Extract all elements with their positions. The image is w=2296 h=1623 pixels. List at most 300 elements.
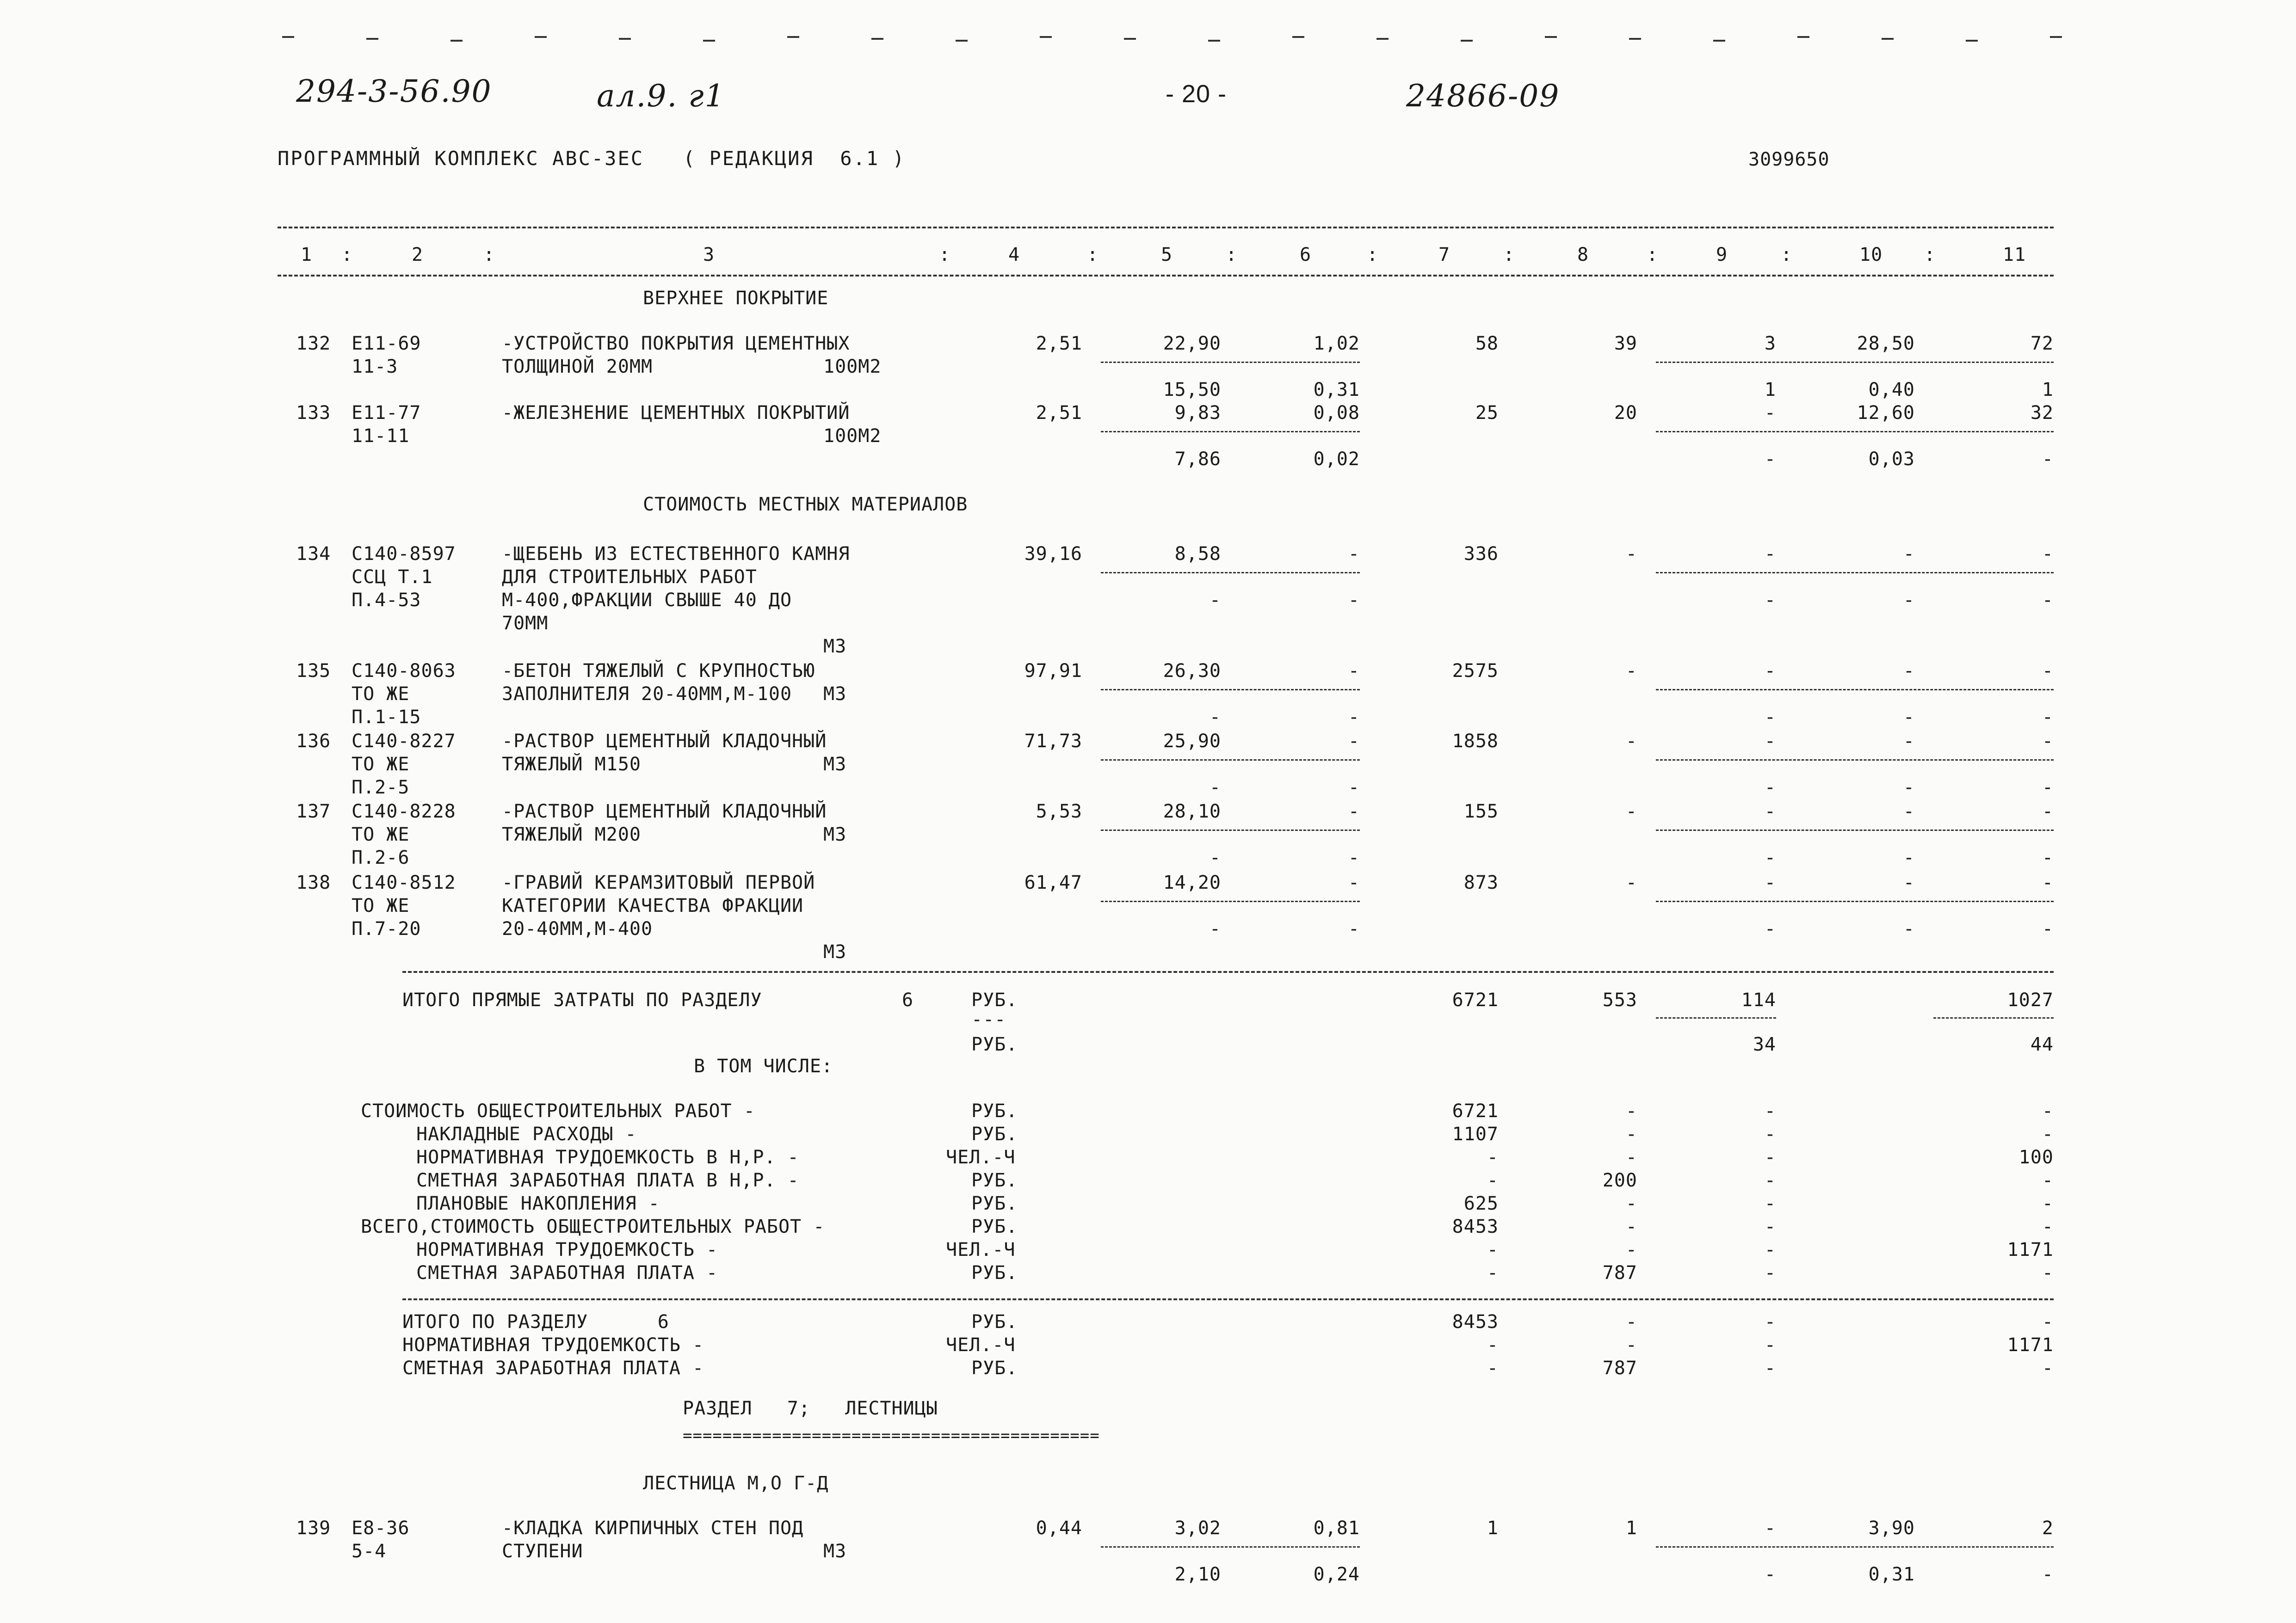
- summary-label: НОРМАТИВНАЯ ТРУДОЕМКОСТЬ В Н,Р. -: [416, 1147, 799, 1168]
- summary-unit: РУБ.: [971, 1262, 1018, 1284]
- cell-col11-sub: -: [2042, 777, 2054, 798]
- document-code: 3099650: [1748, 149, 1830, 170]
- handwritten-doc-number: 294-3-56.90: [296, 74, 492, 109]
- header-rule-bottom: [278, 275, 2054, 277]
- row-subcode-2: П.4-53: [352, 590, 421, 611]
- section-local-materials: СТОИМОСТЬ МЕСТНЫХ МАТЕРИАЛОВ: [643, 494, 968, 515]
- column-separator: :: [1781, 244, 1793, 265]
- row-unit: М3: [823, 824, 847, 845]
- summary-unit: РУБ.: [971, 1193, 1018, 1214]
- cell-col9: -: [1764, 1518, 1776, 1539]
- section-total-unit: РУБ.: [971, 1358, 1018, 1379]
- cell-col4: 2,51: [1036, 333, 1082, 354]
- sub-rule-col9-11: [1656, 362, 2054, 363]
- column-separator: :: [1226, 244, 1238, 265]
- summary-c7: 8453: [1452, 1216, 1499, 1237]
- header-tick-mark: [366, 38, 378, 40]
- direct-costs-dash: ---: [971, 1009, 1006, 1030]
- row-subcode-2: П.1-15: [352, 707, 421, 728]
- direct-sub-rule-c11: [1933, 1017, 2054, 1019]
- cell-col6: -: [1348, 660, 1360, 682]
- cell-col8: 20: [1614, 402, 1637, 424]
- row-code: Е11-69: [352, 333, 421, 354]
- row-description: -УСТРОЙСТВО ПОКРЫТИЯ ЦЕМЕНТНЫХ: [502, 333, 850, 354]
- summary-c7: 1107: [1452, 1124, 1499, 1145]
- section-total-label: ИТОГО ПО РАЗДЕЛУ 6: [402, 1311, 669, 1333]
- sub-rule-col5-6: [1101, 362, 1360, 363]
- direct-c7: 6721: [1452, 990, 1499, 1011]
- header-tick-mark: [871, 38, 883, 40]
- cell-col11: -: [2042, 543, 2054, 565]
- row-number: 133: [296, 402, 331, 424]
- section-total-c11: 1171: [2007, 1334, 2054, 1356]
- row-subcode: 5-4: [352, 1541, 387, 1562]
- cell-col6: -: [1348, 872, 1360, 893]
- header-tick-mark: [1292, 36, 1304, 38]
- row-subcode-2: П.2-5: [352, 777, 410, 798]
- header-tick-mark: [1629, 38, 1641, 40]
- cell-col10-sub: 0,40: [1868, 379, 1915, 400]
- cell-col9-sub: -: [1764, 847, 1776, 868]
- cell-col6-sub: 0,24: [1313, 1564, 1360, 1585]
- cell-col6: -: [1348, 731, 1360, 752]
- cell-col10-sub: -: [1903, 590, 1915, 611]
- sub-rule-col9-11: [1656, 689, 2054, 690]
- section-total-c8: 787: [1602, 1358, 1637, 1379]
- row-description: -БЕТОН ТЯЖЕЛЫЙ С КРУПНОСТЬЮ: [502, 660, 815, 682]
- section-total-c11: -: [2042, 1311, 2054, 1333]
- row-description: ДЛЯ СТРОИТЕЛЬНЫХ РАБОТ: [502, 566, 757, 588]
- row-description: -КЛАДКА КИРПИЧНЫХ СТЕН ПОД: [502, 1518, 804, 1539]
- row-description: ТЯЖЕЛЫЙ М200: [502, 824, 641, 845]
- column-number-9: 9: [1716, 244, 1728, 265]
- header-tick-mark: [535, 36, 547, 38]
- summary-c9: -: [1764, 1124, 1776, 1145]
- summary-c11: -: [2042, 1193, 2054, 1214]
- row-subcode: ТО ЖЕ: [352, 824, 410, 845]
- row-code: С140-8063: [352, 660, 456, 682]
- cell-col4: 2,51: [1036, 402, 1082, 424]
- summary-c8: -: [1625, 1216, 1637, 1237]
- cell-col6-sub: -: [1348, 707, 1360, 728]
- section-total-c7: -: [1487, 1358, 1499, 1379]
- sub-rule-col5-6: [1101, 572, 1360, 573]
- summary-c9: -: [1764, 1216, 1776, 1237]
- cell-col11-sub: -: [2042, 449, 2054, 470]
- sub-rule-col5-6: [1101, 1546, 1360, 1548]
- direct-c11-sub: 44: [2030, 1034, 2054, 1055]
- cell-col5: 28,10: [1163, 801, 1221, 822]
- row-number: 137: [296, 801, 331, 822]
- summary-c11: 1171: [2007, 1239, 2054, 1260]
- summary-c7: -: [1487, 1239, 1499, 1260]
- summary-label: СМЕТНАЯ ЗАРАБОТНАЯ ПЛАТА В Н,Р. -: [416, 1170, 799, 1191]
- column-number-3: 3: [703, 244, 715, 265]
- column-number-2: 2: [412, 244, 424, 265]
- cell-col4: 71,73: [1024, 731, 1082, 752]
- row-unit: 100М2: [823, 356, 882, 377]
- section-stair: ЛЕСТНИЦА М,О Г-Д: [643, 1473, 829, 1494]
- row-description: СТУПЕНИ: [502, 1541, 583, 1562]
- cell-col10: 28,50: [1857, 333, 1915, 354]
- row-number: 135: [296, 660, 331, 682]
- cell-col8: -: [1625, 801, 1637, 822]
- row-description: -ЖЕЛЕЗНЕНИЕ ЦЕМЕНТНЫХ ПОКРЫТИЙ: [502, 402, 850, 424]
- section-total-c9: -: [1764, 1358, 1776, 1379]
- header-tick-mark: [1797, 36, 1809, 38]
- cell-col7: 58: [1475, 333, 1499, 354]
- cell-col5: 9,83: [1174, 402, 1221, 424]
- direct-sub-rule-c9: [1656, 1017, 1776, 1019]
- cell-col9: -: [1764, 801, 1776, 822]
- cell-col4: 97,91: [1024, 660, 1082, 682]
- cell-col6: 0,81: [1313, 1518, 1360, 1539]
- cell-col11: 2: [2042, 1518, 2054, 1539]
- summary-c11: -: [2042, 1170, 2054, 1191]
- cell-col11-sub: -: [2042, 1564, 2054, 1585]
- section-total-c9: -: [1764, 1311, 1776, 1333]
- cell-col10-sub: -: [1903, 777, 1915, 798]
- section-total-unit: ЧЕЛ.-Ч: [946, 1334, 1016, 1356]
- section-total-c7: -: [1487, 1334, 1499, 1356]
- row-description: КАТЕГОРИИ КАЧЕСТВА ФРАКЦИИ: [502, 895, 804, 916]
- cell-col7: 1858: [1452, 731, 1499, 752]
- cell-col10: -: [1903, 872, 1915, 893]
- row-number: 136: [296, 731, 331, 752]
- cell-col11-sub: -: [2042, 590, 2054, 611]
- summary-c9: -: [1764, 1262, 1776, 1284]
- section-total-c8: -: [1625, 1311, 1637, 1333]
- cell-col10: 12,60: [1857, 402, 1915, 424]
- sub-rule-col9-11: [1656, 901, 2054, 902]
- header-rule-top: [278, 227, 2054, 228]
- cell-col11: 32: [2030, 402, 2054, 424]
- cell-col10: -: [1903, 660, 1915, 682]
- section-7-title: РАЗДЕЛ 7; ЛЕСТНИЦЫ: [683, 1398, 938, 1419]
- row-code: С140-8597: [352, 543, 456, 565]
- summary-c7: -: [1487, 1170, 1499, 1191]
- cell-col8: 1: [1625, 1518, 1637, 1539]
- cell-col5-sub: -: [1209, 707, 1221, 728]
- sub-rule-col9-11: [1656, 759, 2054, 761]
- header-tick-mark: [703, 40, 715, 42]
- summary-c11: -: [2042, 1262, 2054, 1284]
- column-separator: :: [939, 244, 951, 265]
- summary-c11: -: [2042, 1100, 2054, 1122]
- header-tick-mark: [1545, 36, 1557, 38]
- cell-col9: -: [1764, 731, 1776, 752]
- sub-rule-col9-11: [1656, 572, 2054, 573]
- summary-unit: РУБ.: [971, 1216, 1018, 1237]
- column-separator: :: [1647, 244, 1659, 265]
- header-tick-mark: [1208, 40, 1220, 42]
- column-number-8: 8: [1577, 244, 1589, 265]
- summary-label: НАКЛАДНЫЕ РАСХОДЫ -: [416, 1124, 637, 1145]
- row-code: С140-8228: [352, 801, 456, 822]
- direct-costs-unit-2: РУБ.: [971, 1034, 1018, 1055]
- column-number-6: 6: [1300, 244, 1312, 265]
- cell-col11-sub: -: [2042, 707, 2054, 728]
- section-7-underline: ==========================================: [683, 1426, 1100, 1445]
- summary-c8: -: [1625, 1239, 1637, 1260]
- column-separator: :: [1367, 244, 1379, 265]
- direct-c8: 553: [1602, 990, 1637, 1011]
- header-tick-mark: [1713, 40, 1725, 42]
- row-subcode: ТО ЖЕ: [352, 754, 410, 775]
- header-tick-mark: [619, 38, 631, 40]
- summary-c8: -: [1625, 1193, 1637, 1214]
- cell-col5-sub: -: [1209, 777, 1221, 798]
- sub-rule-col5-6: [1101, 431, 1360, 432]
- row-code: С140-8512: [352, 872, 456, 893]
- header-tick-mark: [956, 40, 968, 42]
- row-description: 70ММ: [502, 613, 549, 634]
- cell-col6: -: [1348, 801, 1360, 822]
- summary-c9: -: [1764, 1239, 1776, 1260]
- row-description: М-400,ФРАКЦИИ СВЫШЕ 40 ДО: [502, 590, 792, 611]
- sub-rule-col5-6: [1101, 830, 1360, 831]
- cell-col4: 0,44: [1036, 1518, 1082, 1539]
- cell-col6-sub: 0,02: [1313, 449, 1360, 470]
- cell-col7: 873: [1463, 872, 1499, 893]
- summary-c11: -: [2042, 1124, 2054, 1145]
- column-number-5: 5: [1161, 244, 1173, 265]
- row-unit: М3: [823, 941, 847, 963]
- cell-col10-sub: 0,03: [1868, 449, 1915, 470]
- cell-col5: 3,02: [1174, 1518, 1221, 1539]
- cell-col11: 72: [2030, 333, 2054, 354]
- cell-col9: 3: [1764, 333, 1776, 354]
- row-subcode-2: П.7-20: [352, 918, 421, 940]
- header-tick-mark: [1040, 36, 1052, 38]
- cell-col5-sub: 15,50: [1163, 379, 1221, 400]
- section-total-c8: -: [1625, 1334, 1637, 1356]
- summary-c8: -: [1625, 1147, 1637, 1168]
- cell-col10-sub: -: [1903, 847, 1915, 868]
- row-number: 132: [296, 333, 331, 354]
- header-tick-mark: [282, 36, 294, 38]
- section-total-c11: -: [2042, 1358, 2054, 1379]
- cell-col10-sub: 0,31: [1868, 1564, 1915, 1585]
- row-subcode: 11-11: [352, 425, 410, 447]
- cell-col5-sub: 2,10: [1174, 1564, 1221, 1585]
- section-total-label: НОРМАТИВНАЯ ТРУДОЕМКОСТЬ -: [402, 1334, 704, 1356]
- header-tick-mark: [1882, 38, 1894, 40]
- cell-col6-sub: 0,31: [1313, 379, 1360, 400]
- column-number-10: 10: [1859, 244, 1883, 265]
- cell-col6-sub: -: [1348, 918, 1360, 940]
- cell-col8: -: [1625, 872, 1637, 893]
- sub-rule-col5-6: [1101, 689, 1360, 690]
- row-unit: М3: [823, 754, 847, 775]
- summary-unit: ЧЕЛ.-Ч: [946, 1239, 1016, 1260]
- direct-c9-sub: 34: [1753, 1034, 1776, 1055]
- summary-unit: РУБ.: [971, 1100, 1018, 1122]
- row-subcode-2: П.2-6: [352, 847, 410, 868]
- section-including: В ТОМ ЧИСЛЕ:: [694, 1056, 833, 1077]
- row-description: 20-40ММ,М-400: [502, 918, 653, 940]
- row-code: Е8-36: [352, 1518, 410, 1539]
- cell-col8: -: [1625, 543, 1637, 565]
- cell-col9: -: [1764, 543, 1776, 565]
- cell-col7: 155: [1463, 801, 1499, 822]
- row-description: -РАСТВОР ЦЕМЕНТНЫЙ КЛАДОЧНЫЙ: [502, 801, 827, 822]
- row-number: 139: [296, 1518, 331, 1539]
- summary-c7: -: [1487, 1147, 1499, 1168]
- row-description: -ЩЕБЕНЬ ИЗ ЕСТЕСТВЕННОГО КАМНЯ: [502, 543, 850, 565]
- direct-costs-label: ИТОГО ПРЯМЫЕ ЗАТРАТЫ ПО РАЗДЕЛУ: [402, 990, 762, 1011]
- cell-col11-sub: -: [2042, 847, 2054, 868]
- summary-c7: 6721: [1452, 1100, 1499, 1122]
- column-separator: :: [483, 244, 495, 265]
- column-number-4: 4: [1008, 244, 1020, 265]
- header-tick-mark: [1966, 40, 1978, 42]
- cell-col5: 22,90: [1163, 333, 1221, 354]
- cell-col10-sub: -: [1903, 918, 1915, 940]
- section-top-cover: ВЕРХНЕЕ ПОКРЫТИЕ: [643, 288, 829, 309]
- cell-col9-sub: 1: [1764, 379, 1776, 400]
- summary-unit: РУБ.: [971, 1170, 1018, 1191]
- cell-col8: -: [1625, 731, 1637, 752]
- section-totals-rule: [402, 1298, 2054, 1300]
- row-description: ТОЛЩИНОЙ 20ММ: [502, 356, 653, 377]
- cell-col6: 1,02: [1313, 333, 1360, 354]
- page-number: - 20 -: [1166, 80, 1227, 108]
- sub-rule-col5-6: [1101, 759, 1360, 761]
- summary-c8: 200: [1602, 1170, 1637, 1191]
- cell-col7: 25: [1475, 402, 1499, 424]
- sub-rule-col5-6: [1101, 901, 1360, 902]
- cell-col6: 0,08: [1313, 402, 1360, 424]
- direct-costs-section: 6: [902, 990, 914, 1011]
- cell-col9-sub: -: [1764, 590, 1776, 611]
- column-number-1: 1: [301, 244, 313, 265]
- cell-col11: -: [2042, 731, 2054, 752]
- cell-col8: 39: [1614, 333, 1637, 354]
- row-description: -ГРАВИЙ КЕРАМЗИТОВЫЙ ПЕРВОЙ: [502, 872, 815, 893]
- cell-col5: 8,58: [1174, 543, 1221, 565]
- row-subcode: ТО ЖЕ: [352, 683, 410, 705]
- sub-rule-col9-11: [1656, 830, 2054, 831]
- cell-col6-sub: -: [1348, 777, 1360, 798]
- column-number-11: 11: [2003, 244, 2026, 265]
- cell-col8: -: [1625, 660, 1637, 682]
- row-subcode: ССЦ Т.1: [352, 566, 433, 588]
- cell-col5-sub: -: [1209, 918, 1221, 940]
- cell-col11-sub: 1: [2042, 379, 2054, 400]
- row-description: ЗАПОЛНИТЕЛЯ 20-40ММ,М-100: [502, 683, 792, 705]
- row-number: 138: [296, 872, 331, 893]
- direct-c11: 1027: [2007, 990, 2054, 1011]
- header-tick-mark: [451, 40, 463, 42]
- cell-col10: 3,90: [1868, 1518, 1915, 1539]
- sub-rule-col9-11: [1656, 431, 2054, 432]
- cell-col10: -: [1903, 801, 1915, 822]
- cell-col7: 336: [1463, 543, 1499, 565]
- cell-col10: -: [1903, 543, 1915, 565]
- header-tick-mark: [1461, 40, 1473, 42]
- cell-col6: -: [1348, 543, 1360, 565]
- handwritten-album: ал.9. г1: [597, 78, 725, 114]
- summary-unit: ЧЕЛ.-Ч: [946, 1147, 1016, 1168]
- summary-label: ПЛАНОВЫЕ НАКОПЛЕНИЯ -: [416, 1193, 660, 1214]
- summary-c11: -: [2042, 1216, 2054, 1237]
- cell-col9-sub: -: [1764, 449, 1776, 470]
- cell-col6-sub: -: [1348, 847, 1360, 868]
- cell-col7: 2575: [1452, 660, 1499, 682]
- column-separator: :: [1087, 244, 1099, 265]
- column-separator: :: [1924, 244, 1936, 265]
- totals-rule-top: [402, 971, 2054, 973]
- row-unit: М3: [823, 636, 847, 657]
- column-separator: :: [341, 244, 353, 265]
- cell-col11: -: [2042, 660, 2054, 682]
- header-tick-mark: [2050, 36, 2062, 38]
- cell-col9-sub: -: [1764, 918, 1776, 940]
- cell-col10: -: [1903, 731, 1915, 752]
- cell-col4: 39,16: [1024, 543, 1082, 565]
- section-total-c9: -: [1764, 1334, 1776, 1356]
- direct-c9: 114: [1741, 990, 1776, 1011]
- section-total-label: СМЕТНАЯ ЗАРАБОТНАЯ ПЛАТА -: [402, 1358, 704, 1379]
- header-tick-mark: [1124, 38, 1136, 40]
- row-code: С140-8227: [352, 731, 456, 752]
- row-unit: 100М2: [823, 425, 882, 447]
- summary-c8: 787: [1602, 1262, 1637, 1284]
- summary-c9: -: [1764, 1170, 1776, 1191]
- cell-col11-sub: -: [2042, 918, 2054, 940]
- direct-costs-unit: РУБ.: [971, 990, 1018, 1011]
- row-description: ТЯЖЕЛЫЙ М150: [502, 754, 641, 775]
- summary-c9: -: [1764, 1147, 1776, 1168]
- cell-col5-sub: -: [1209, 847, 1221, 868]
- cell-col4: 61,47: [1024, 872, 1082, 893]
- cell-col6-sub: -: [1348, 590, 1360, 611]
- cell-col9-sub: -: [1764, 777, 1776, 798]
- section-total-c7: 8453: [1452, 1311, 1499, 1333]
- row-subcode: ТО ЖЕ: [352, 895, 410, 916]
- cell-col9-sub: -: [1764, 1564, 1776, 1585]
- cell-col5: 26,30: [1163, 660, 1221, 682]
- cell-col9-sub: -: [1764, 707, 1776, 728]
- program-title: ПРОГРАММНЫЙ КОМПЛЕКС АВС-3ЕС ( РЕДАКЦИЯ 6.1 ): [278, 147, 906, 170]
- row-number: 134: [296, 543, 331, 565]
- cell-col7: 1: [1487, 1518, 1499, 1539]
- header-tick-mark: [1376, 38, 1389, 40]
- cell-col9: -: [1764, 402, 1776, 424]
- summary-c9: -: [1764, 1193, 1776, 1214]
- row-unit: М3: [823, 683, 847, 705]
- row-code: Е11-77: [352, 402, 421, 424]
- summary-unit: РУБ.: [971, 1124, 1018, 1145]
- summary-c7: 625: [1463, 1193, 1499, 1214]
- row-unit: М3: [823, 1541, 847, 1562]
- summary-label: ВСЕГО,СТОИМОСТЬ ОБЩЕСТРОИТЕЛЬНЫХ РАБОТ -: [361, 1216, 825, 1237]
- cell-col9: -: [1764, 660, 1776, 682]
- row-subcode: 11-3: [352, 356, 398, 377]
- summary-label: СТОИМОСТЬ ОБЩЕСТРОИТЕЛЬНЫХ РАБОТ -: [361, 1100, 755, 1122]
- cell-col5: 25,90: [1163, 731, 1221, 752]
- summary-label: СМЕТНАЯ ЗАРАБОТНАЯ ПЛАТА -: [416, 1262, 718, 1284]
- row-description: -РАСТВОР ЦЕМЕНТНЫЙ КЛАДОЧНЫЙ: [502, 731, 827, 752]
- summary-c11: 100: [2018, 1147, 2054, 1168]
- summary-label: НОРМАТИВНАЯ ТРУДОЕМКОСТЬ -: [416, 1239, 718, 1260]
- cell-col9: -: [1764, 872, 1776, 893]
- cell-col5-sub: -: [1209, 590, 1221, 611]
- section-total-unit: РУБ.: [971, 1311, 1018, 1333]
- handwritten-registration: 24866-09: [1406, 78, 1560, 114]
- cell-col11: -: [2042, 872, 2054, 893]
